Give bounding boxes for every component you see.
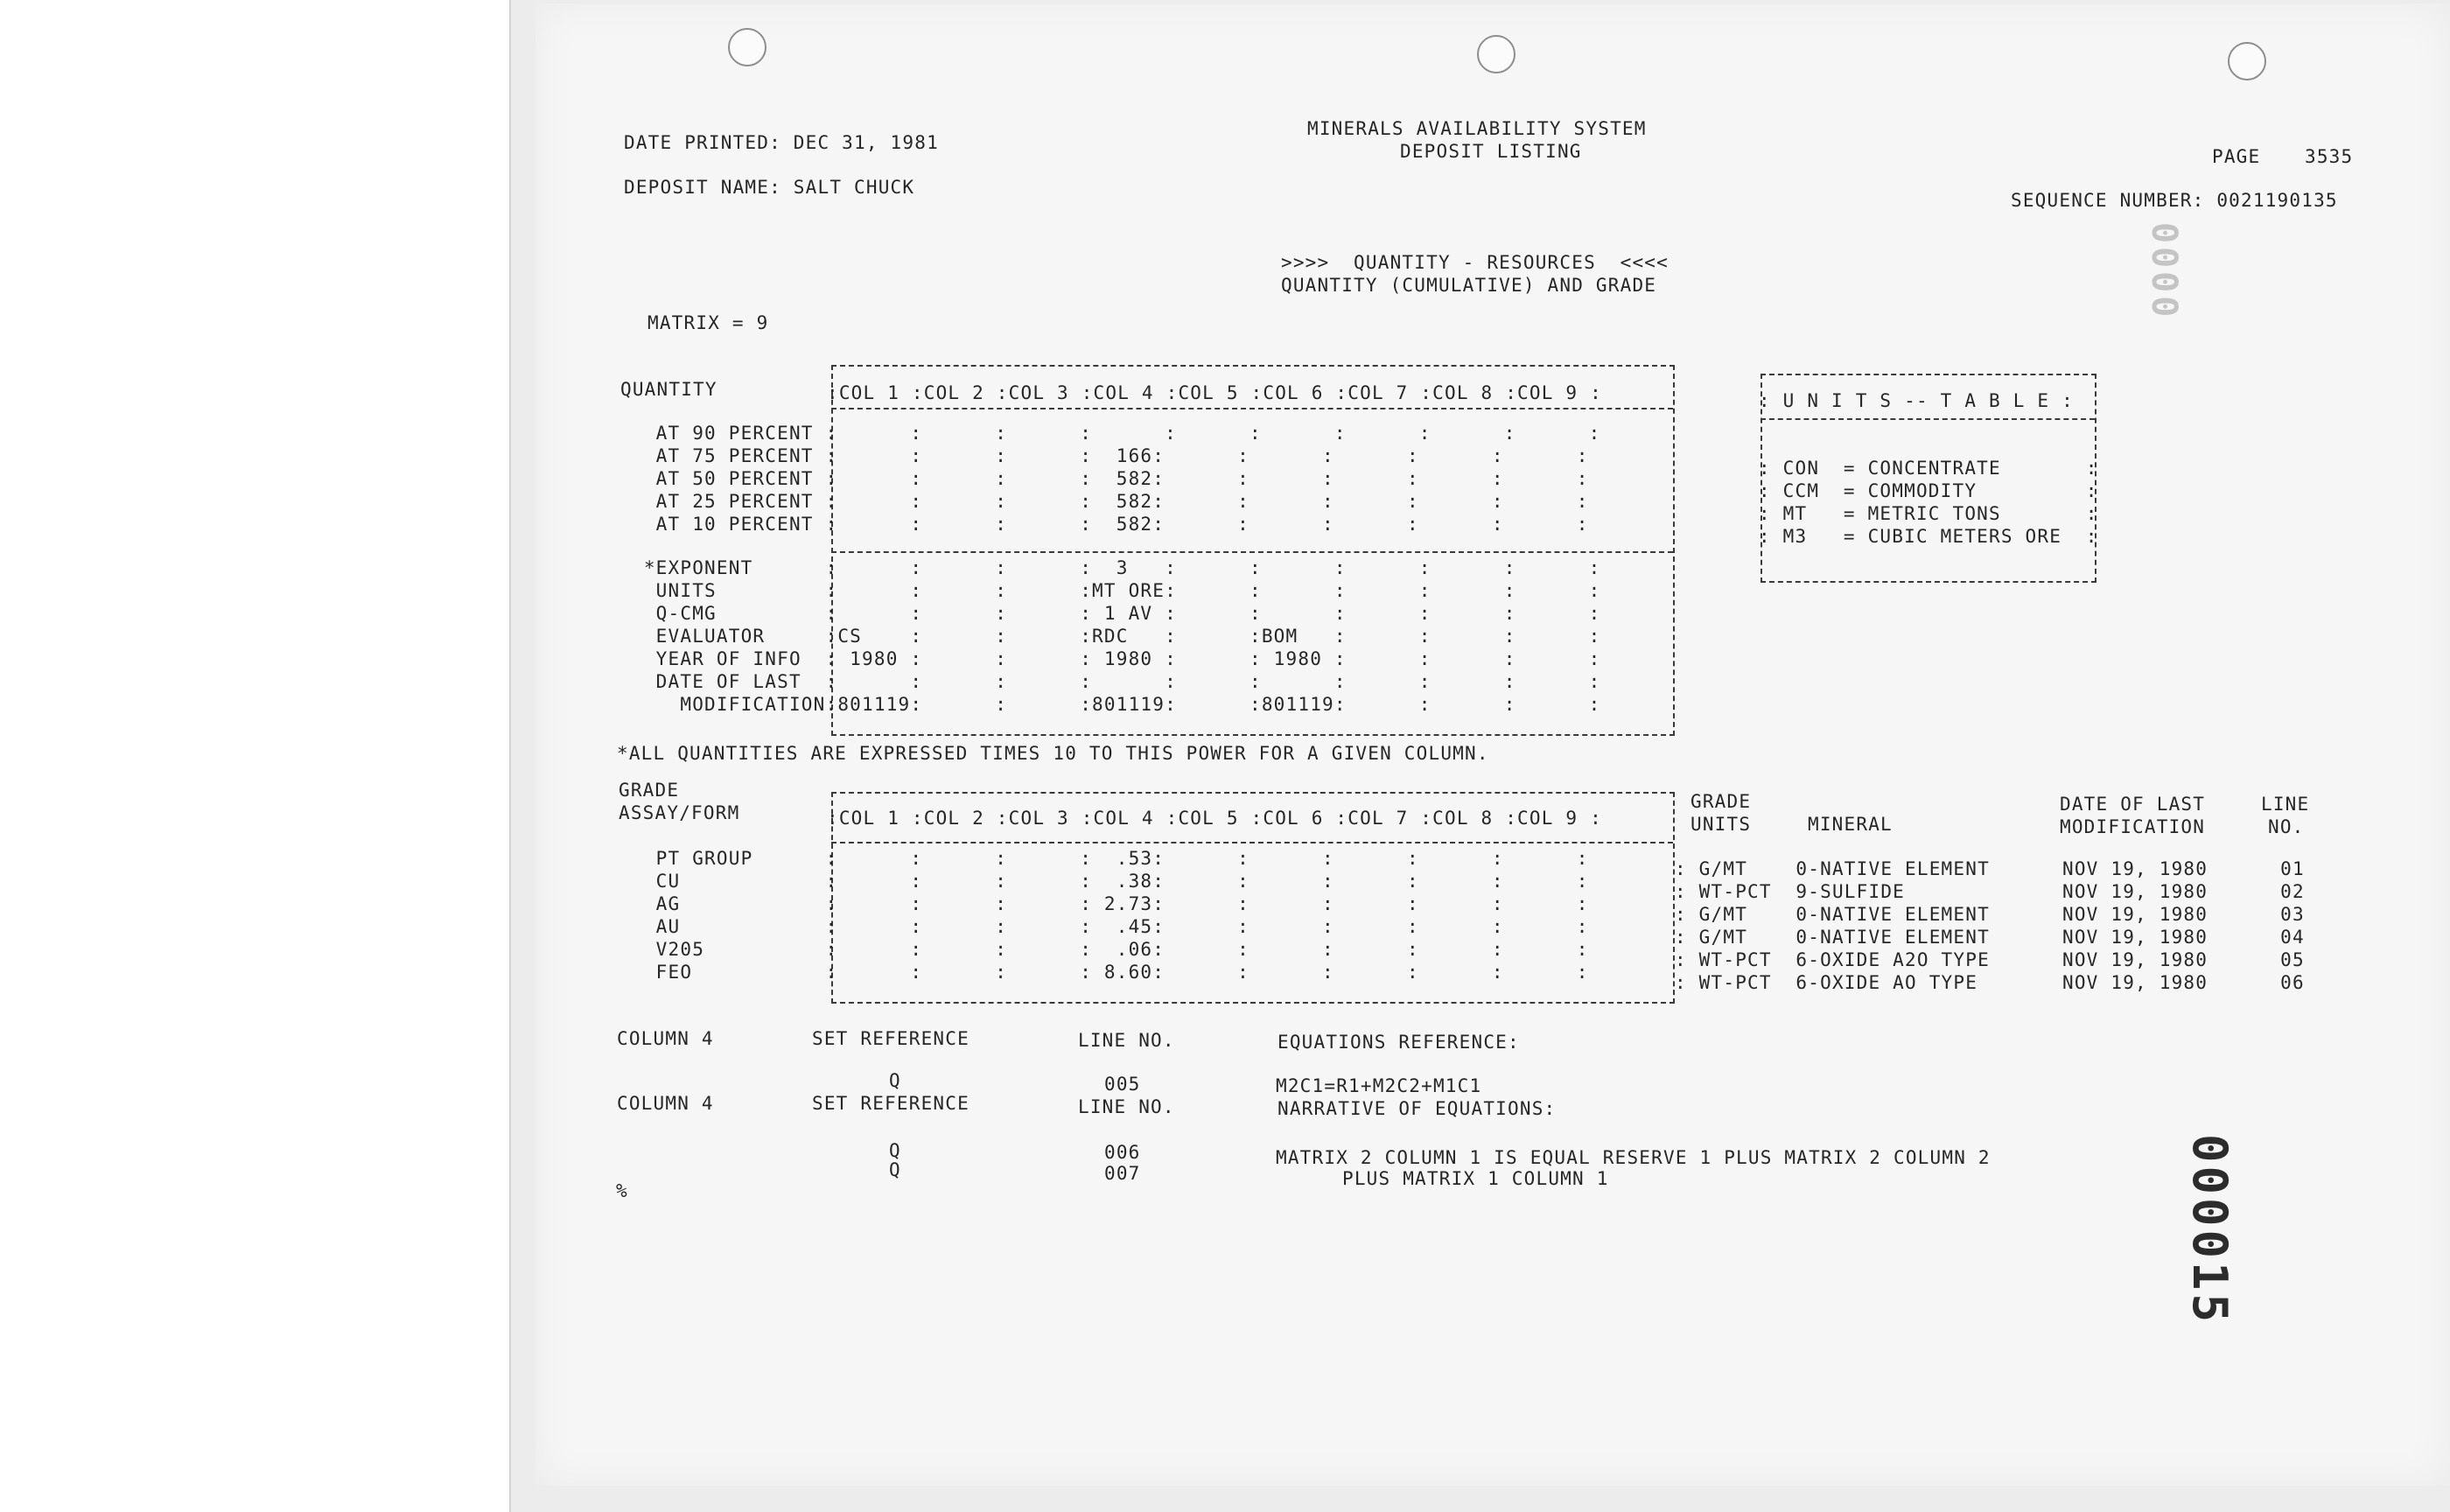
frame-stamp-bottom: 000015 — [2182, 1134, 2237, 1326]
grade-detail-row: : WT-PCT 6-OXIDE AO TYPE NOV 19, 1980 06 — [1675, 972, 2305, 993]
page-label: PAGE — [2212, 146, 2261, 167]
date-modified-header: MODIFICATION — [2060, 816, 2206, 837]
matrix-label: MATRIX = 9 — [648, 312, 769, 333]
ref2-q: Q — [889, 1140, 901, 1161]
quantity-row: UNITS : : : :MT ORE: : : : : : — [632, 580, 1601, 601]
units-table-row: : CCM = COMMODITY : — [1759, 480, 2098, 501]
units-table-row: : CON = CONCENTRATE : — [1759, 458, 2098, 479]
equations-reference-label: EQUATIONS REFERENCE: — [1278, 1032, 1520, 1053]
assay-form-label: ASSAY/FORM — [619, 802, 740, 823]
sequence-number: SEQUENCE NUMBER: 0021190135 — [2011, 190, 2338, 211]
grade-row: FEO : : : : 8.60: : : : : : — [632, 962, 1589, 983]
quantity-row: AT 90 PERCENT : : : : : : : : : : — [632, 423, 1601, 444]
quantity-row: AT 50 PERCENT : : : : 582: : : : : : — [632, 468, 1589, 489]
punch-hole-left — [728, 28, 766, 66]
mineral-header: MINERAL — [1808, 814, 1893, 835]
listing-title: DEPOSIT LISTING — [1400, 141, 1582, 162]
quantity-header-rule — [831, 408, 1673, 410]
narrative-text: PLUS MATRIX 1 COLUMN 1 — [1342, 1168, 1609, 1189]
date-printed: DATE PRINTED: DEC 31, 1981 — [624, 132, 939, 153]
grade-row: CU : : : : .38: : : : : : — [632, 871, 1589, 892]
quantity-row: AT 75 PERCENT : : : : 166: : : : : : — [632, 445, 1589, 466]
system-title: MINERALS AVAILABILITY SYSTEM — [1307, 118, 1647, 139]
page-number: 3535 — [2305, 146, 2354, 167]
grade-detail-row: : WT-PCT 6-OXIDE A2O TYPE NOV 19, 1980 05 — [1675, 949, 2305, 970]
line-no-header: NO. — [2268, 816, 2305, 837]
ref2-set-reference: SET REFERENCE — [812, 1093, 970, 1114]
frame-stamp-top: 0000 — [2144, 222, 2184, 321]
grade-detail-row: : G/MT 0-NATIVE ELEMENT NOV 19, 1980 01 — [1675, 858, 2305, 879]
narrative-label: NARRATIVE OF EQUATIONS: — [1278, 1098, 1557, 1119]
percent-marker: % — [616, 1180, 628, 1201]
ref1-line-no: LINE NO. — [1078, 1030, 1175, 1051]
ref2-line-no: LINE NO. — [1078, 1096, 1175, 1117]
ref2-column: COLUMN 4 — [617, 1093, 714, 1114]
units-table-title: : U N I T S -- T A B L E : — [1759, 390, 2074, 411]
ref1-column: COLUMN 4 — [617, 1028, 714, 1049]
quantity-row: YEAR OF INFO : 1980 : : : 1980 : : 1980 : : : : — [632, 648, 1601, 669]
grade-row: AU : : : : .45: : : : : : — [632, 916, 1589, 937]
units-table-row: : MT = METRIC TONS : — [1759, 503, 2098, 524]
units-table-row: : M3 = CUBIC METERS ORE : — [1759, 526, 2098, 547]
grade-row: AG : : : : 2.73: : : : : : — [632, 893, 1589, 914]
ref1-line-value: 005 — [1104, 1074, 1141, 1095]
section-title: >>>> QUANTITY - RESOURCES <<<< — [1281, 252, 1669, 273]
quantity-mid-rule — [831, 551, 1673, 553]
section-subtitle: QUANTITY (CUMULATIVE) AND GRADE — [1281, 275, 1657, 296]
narrative-text: MATRIX 2 COLUMN 1 IS EQUAL RESERVE 1 PLUS MATRIX 2 COLUMN 2 — [1276, 1147, 1991, 1168]
line-no-header: LINE — [2261, 794, 2310, 815]
grade-units-header: UNITS — [1690, 814, 1752, 835]
ref2-q: Q — [889, 1159, 901, 1180]
punch-hole-right — [2228, 42, 2266, 80]
grade-label: GRADE — [619, 780, 680, 801]
quantity-col-header: :COL 1 :COL 2 :COL 3 :COL 4 :COL 5 :COL 6 :COL 7 :COL 8 :COL 9 : — [827, 382, 1602, 403]
grade-detail-row: : G/MT 0-NATIVE ELEMENT NOV 19, 1980 04 — [1675, 927, 2305, 948]
grade-units-header: GRADE — [1690, 791, 1752, 812]
quantity-row: *EXPONENT : : : : 3 : : : : : : — [632, 557, 1601, 578]
quantity-row: AT 10 PERCENT : : : : 582: : : : : : — [632, 514, 1589, 535]
ref1-set-reference: SET REFERENCE — [812, 1028, 970, 1049]
equation-text: M2C1=R1+M2C2+M1C1 — [1276, 1075, 1482, 1096]
quantity-row: Q-CMG : : : : 1 AV : : : : : : — [632, 603, 1601, 624]
punch-hole-middle — [1477, 35, 1516, 74]
quantity-row: EVALUATOR :CS : : :RDC : :BOM : : : : — [632, 626, 1601, 647]
grade-header-rule — [831, 842, 1673, 844]
quantity-row: AT 25 PERCENT : : : : 582: : : : : : — [632, 491, 1589, 512]
grade-detail-row: : WT-PCT 9-SULFIDE NOV 19, 1980 02 — [1675, 881, 2305, 902]
grade-detail-row: : G/MT 0-NATIVE ELEMENT NOV 19, 1980 03 — [1675, 904, 2305, 925]
ref1-q: Q — [889, 1070, 901, 1091]
quantity-label: QUANTITY — [620, 379, 718, 400]
grade-col-header: :COL 1 :COL 2 :COL 3 :COL 4 :COL 5 :COL 6 :COL 7 :COL 8 :COL 9 : — [827, 808, 1602, 829]
grade-row: PT GROUP : : : : .53: : : : : : — [632, 848, 1589, 869]
date-modified-header: DATE OF LAST — [2060, 794, 2206, 815]
ref2-line-value: 007 — [1104, 1163, 1141, 1184]
quantity-row: DATE OF LAST : : : : : : : : : : — [632, 671, 1601, 692]
ref2-line-value: 006 — [1104, 1142, 1141, 1163]
quantity-row: MODIFICATION:801119: : :801119: :801119: : : : — [632, 694, 1601, 715]
deposit-name: DEPOSIT NAME: SALT CHUCK — [624, 177, 915, 198]
units-table-rule — [1760, 418, 2095, 420]
grade-row: V205 : : : : .06: : : : : : — [632, 939, 1589, 960]
exponent-footnote: *ALL QUANTITIES ARE EXPRESSED TIMES 10 TO THIS POWER FOR A GIVEN COLUMN. — [617, 743, 1489, 764]
